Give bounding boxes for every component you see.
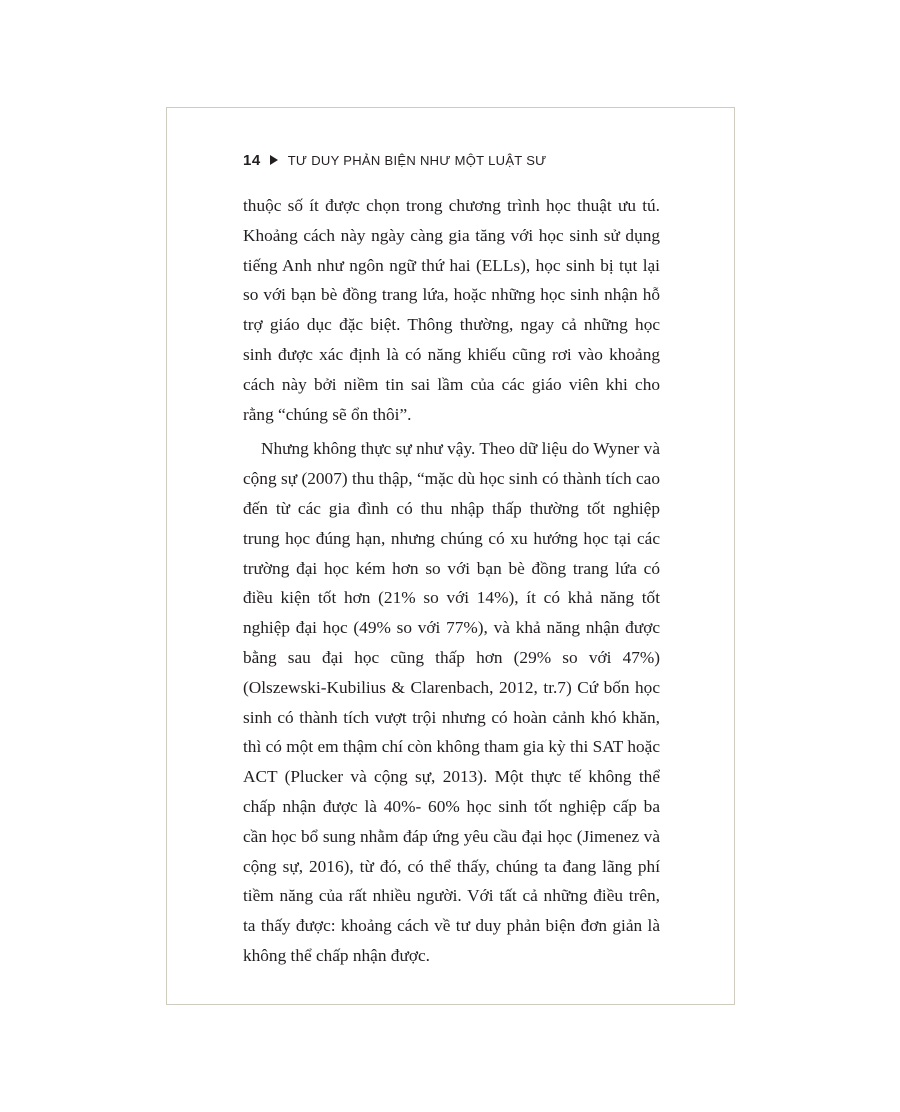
body-text: [243, 191, 660, 971]
running-title: TƯ DUY PHẢN BIỆN NHƯ MỘT LUẬT SƯ: [287, 152, 547, 168]
arrow-right-icon: [270, 155, 278, 165]
running-head: [243, 150, 547, 170]
paragraph-1: thuộc số ít được chọn trong chương trình học thuật ưu tú. Khoảng cách này ngày càng gia tăng với học sinh sử dụng tiếng Anh như ngôn ngữ thứ hai (ELLs), học sinh bị tụt lại so với bạn bè đồng trang lứa, hoặc những học sinh nhận hỗ trợ giáo dục đặc biệt. Thông thường, ngay cả những học sinh được xác định là có năng khiếu cũng rơi vào khoảng cách này bởi niềm tin sai lầm của các giáo viên khi cho rằng “chúng sẽ ổn thôi”.: [243, 196, 660, 424]
page-number: 14: [243, 151, 261, 169]
paragraph-2: Nhưng không thực sự như vậy. Theo dữ liệu do Wyner và cộng sự (2007) thu thập, “mặc dù học sinh có thành tích cao đến từ các gia đình có thu nhập thấp thường tốt nghiệp trung học đúng hạn, nhưng chúng có xu hướng học tại các trường đại học kém hơn so với bạn bè đồng trang lứa có điều kiện tốt hơn (21% so với 14%), ít có khả năng tốt nghiệp đại học (49% so với 77%), và khả năng nhận được bằng sau đại học cũng thấp hơn (29% so với 47%) (Olszewski-Kubilius & Clarenbach, 2012, tr.7) Cứ bốn học sinh có thành tích vượt trội nhưng có hoàn cảnh khó khăn, thì có một em thậm chí còn không tham gia kỳ thi SAT hoặc ACT (Plucker và cộng sự, 2013). Một thực tế không thể chấp nhận được là 40%- 60% học sinh tốt nghiệp cấp ba cần học bổ sung nhằm đáp ứng yêu cầu đại học (Jimenez và cộng sự, 2016), từ đó, có thể thấy, chúng ta đang lãng phí tiềm năng của rất nhiều người. Với tất cả những điều trên, ta thấy được: khoảng cách về tư duy phản biện đơn giản là không thể chấp nhận được.: [243, 439, 660, 965]
